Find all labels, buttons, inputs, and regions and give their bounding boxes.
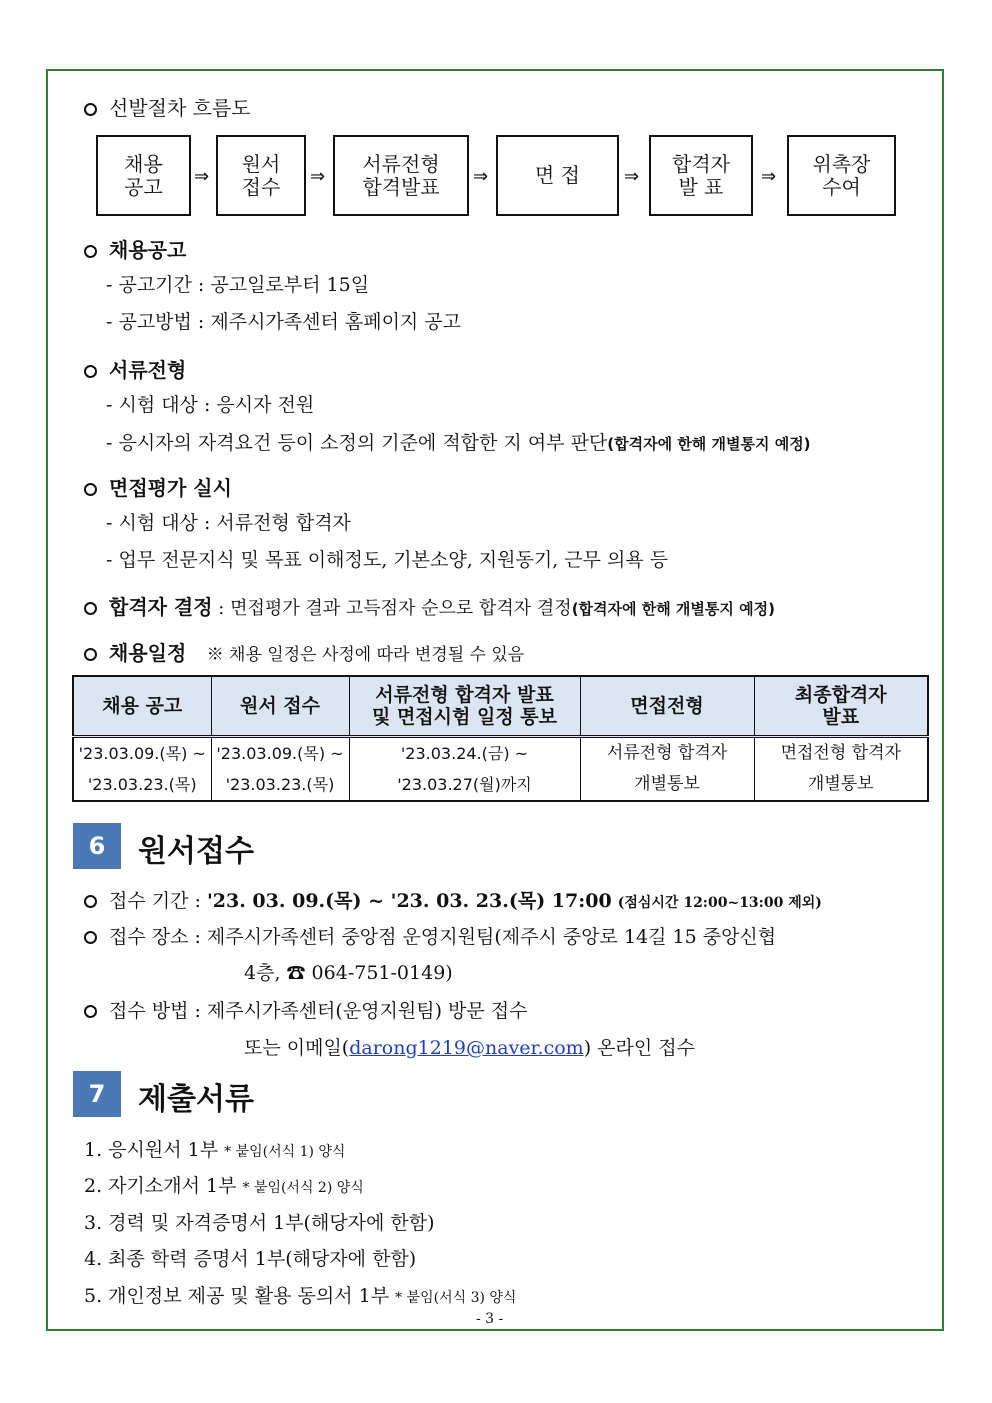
table-header-cell: 면접전형 [580, 676, 754, 737]
schedule-heading-line: 채용일정 ※ 채용 일정은 사정에 따라 변경될 수 있음 [84, 637, 524, 666]
circle-bullet-icon [84, 365, 97, 378]
table-header-cell: 서류전형 합격자 발표 및 면접시험 일정 통보 [349, 676, 580, 737]
flow-step-interview: 면 접 [496, 135, 619, 216]
table-cell: 면접전형 합격자 개별통보 [754, 737, 928, 802]
flow-step-appointment: 위촉장 수여 [787, 135, 896, 216]
flow-step-application: 원서 접수 [216, 135, 306, 216]
circle-bullet-icon [84, 602, 97, 615]
interview-target: - 시험 대상 : 서류전형 합격자 [106, 512, 351, 534]
section-7-number: 7 [73, 1071, 121, 1117]
application-place: 접수 장소 : 제주시가족센터 중앙점 운영지원팀(제주시 중앙로 14길 15 중앙신협 [84, 922, 776, 949]
flow-arrow-icon: ⇒ [761, 166, 777, 187]
list-item: 3. 경력 및 자격증명서 1부(해당자에 한함) [84, 1212, 435, 1234]
table-cell: 서류전형 합격자 개별통보 [580, 737, 754, 802]
application-period: 접수 기간 : '23. 03. 09.(목) ~ '23. 03. 23.(목) 17:00 (점심시간 12:00~13:00 제외) [84, 886, 822, 913]
list-item: 4. 최종 학력 증명서 1부(해당자에 한함) [84, 1248, 417, 1270]
flow-arrow-icon: ⇒ [194, 166, 210, 187]
table-cell: '23.03.24.(금) ~ '23.03.27(월)까지 [349, 737, 580, 802]
email-link[interactable]: darong1219@naver.com [349, 1037, 584, 1059]
circle-bullet-icon [84, 931, 97, 944]
table-header-cell: 최종합격자 발표 [754, 676, 928, 737]
table-header-cell: 채용 공고 [73, 676, 211, 737]
table-row [73, 737, 928, 802]
circle-bullet-icon [84, 483, 97, 496]
document-screening-criteria: - 응시자의 자격요건 등이 소정의 기준에 적합한 지 여부 판단(합격자에 한해 개별통지 예정) [106, 432, 811, 454]
table-cell: '23.03.09.(목) ~ '23.03.23.(목) [211, 737, 349, 802]
flow-heading: 선발절차 흐름도 [84, 92, 251, 121]
table-header-row [73, 676, 928, 737]
list-item: 1. 응시원서 1부 * 붙임(서식 1) 양식 [84, 1139, 346, 1161]
circle-bullet-icon [84, 245, 97, 258]
application-method-email: 또는 이메일(darong1219@naver.com) 온라인 접수 [244, 1037, 695, 1059]
application-place-detail: 4층, ☎ 064-751-0149) [244, 962, 453, 984]
recruit-notice-period: - 공고기간 : 공고일로부터 15일 [106, 274, 370, 296]
schedule-table [72, 675, 929, 802]
interview-criteria: - 업무 전문지식 및 목표 이해정도, 기본소양, 지원동기, 근무 의욕 등 [106, 549, 669, 571]
flow-step-final-result: 합격자 발 표 [649, 135, 753, 216]
page-number: - 3 - [476, 1311, 504, 1327]
circle-bullet-icon [84, 895, 97, 908]
list-item: 2. 자기소개서 1부 * 붙임(서식 2) 양식 [84, 1175, 364, 1197]
document-screening-target: - 시험 대상 : 응시자 전원 [106, 394, 315, 416]
flow-step-document-result: 서류전형 합격발표 [333, 135, 469, 216]
recruit-notice-method: - 공고방법 : 제주시가족센터 홈페이지 공고 [106, 311, 462, 333]
circle-bullet-icon [84, 648, 97, 661]
table-cell: '23.03.09.(목) ~ '23.03.23.(목) [73, 737, 211, 802]
application-method: 접수 방법 : 제주시가족센터(운영지원팀) 방문 접수 [84, 996, 528, 1023]
decision-line: 합격자 결정 : 면접평가 결과 고득점자 순으로 합격자 결정(합격자에 한해 개별통지 예정) [84, 591, 775, 620]
circle-bullet-icon [84, 1005, 97, 1018]
flow-step-recruit-notice: 채용 공고 [96, 135, 191, 216]
recruit-notice-heading: 채용공고 [84, 234, 186, 263]
section-6-number: 6 [73, 823, 121, 869]
flow-arrow-icon: ⇒ [473, 166, 489, 187]
flow-arrow-icon: ⇒ [624, 166, 640, 187]
document-screening-heading: 서류전형 [84, 354, 186, 383]
list-item: 5. 개인정보 제공 및 활용 동의서 1부 * 붙임(서식 3) 양식 [84, 1285, 517, 1307]
section-7-title: 제출서류 [138, 1082, 254, 1117]
interview-heading: 면접평가 실시 [84, 472, 232, 501]
section-6-title: 원서접수 [138, 834, 254, 869]
flow-arrow-icon: ⇒ [310, 166, 326, 187]
table-header-cell: 원서 접수 [211, 676, 349, 737]
circle-bullet-icon [84, 103, 97, 116]
